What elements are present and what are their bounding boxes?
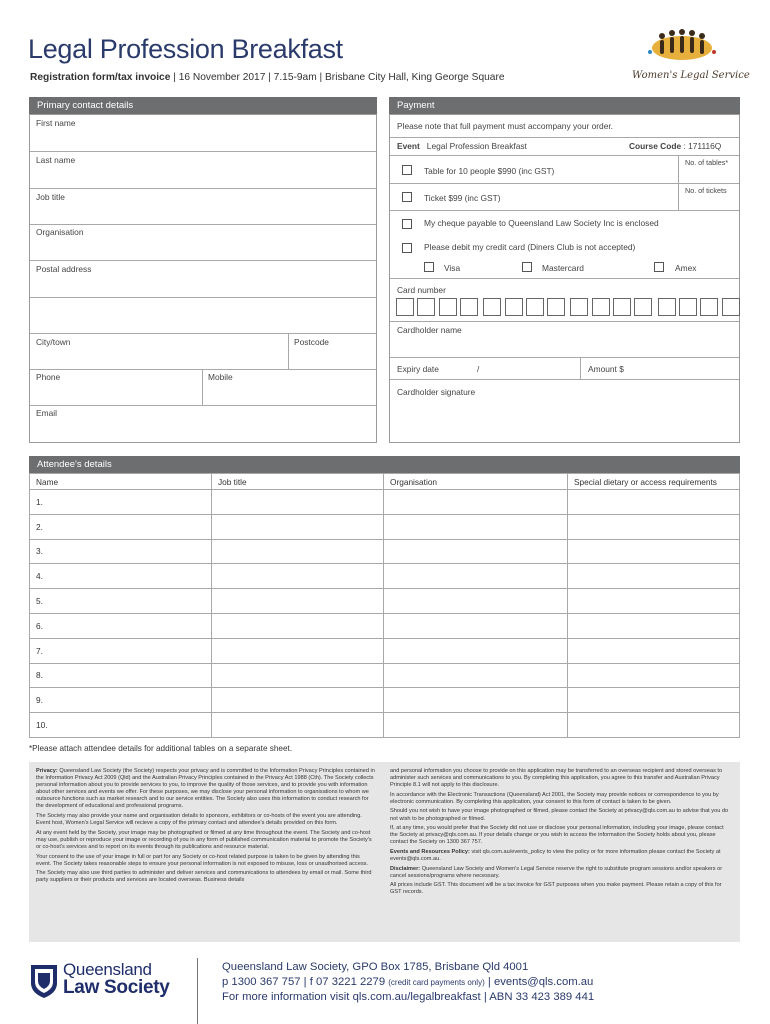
col-organisation: Organisation — [384, 474, 568, 490]
attendee-cell[interactable] — [568, 638, 740, 663]
field-divider — [30, 333, 376, 334]
attendee-cell[interactable] — [568, 688, 740, 713]
mastercard-checkbox[interactable] — [522, 262, 532, 272]
field-divider — [390, 357, 739, 358]
attendee-note: *Please attach attendee details for additional tables on a separate sheet. — [29, 744, 293, 753]
table-row — [30, 589, 740, 614]
event-subtitle — [30, 72, 505, 83]
primary-contact-panel — [29, 114, 377, 443]
attendees-body — [30, 490, 740, 738]
cheque-checkbox[interactable] — [402, 219, 412, 229]
field-divider — [390, 155, 739, 156]
attendee-cell[interactable] — [212, 663, 384, 688]
privacy-paragraph — [36, 830, 376, 851]
credit-card-label: Please debit my credit card (Diners Club is not accepted) — [424, 242, 636, 252]
wls-figures-icon — [628, 24, 746, 70]
phone-label: Phone — [36, 372, 61, 382]
footer-divider — [197, 958, 198, 1024]
attendee-number-cell[interactable]: 4. — [30, 564, 212, 589]
card-digit-box[interactable] — [547, 298, 565, 316]
privacy-paragraph — [390, 825, 730, 846]
privacy-paragraph — [36, 854, 376, 868]
table-row — [30, 613, 740, 638]
footer-card-note: (credit card payments only) — [388, 978, 485, 987]
email-label: Email — [36, 408, 57, 418]
card-number-label: Card number — [397, 285, 446, 295]
attendee-cell[interactable] — [568, 663, 740, 688]
card-digit-box[interactable] — [396, 298, 414, 316]
amex-label: Amex — [675, 263, 697, 273]
card-digit-box[interactable] — [700, 298, 718, 316]
card-digit-box[interactable] — [679, 298, 697, 316]
subtitle-details: | 16 November 2017 | 7.15-9am | Brisbane City Hall, King George Square — [170, 72, 505, 83]
privacy-paragraph-text: In accordance with the Electronic Transactions (Queensland) Act 2001, the Society may provide notices or correspondence to you by electronic communication. By completing this application, your consent to this form of contact is taken to be given. — [390, 791, 719, 805]
card-digit-box[interactable] — [505, 298, 523, 316]
footer-address: Queensland Law Society, GPO Box 1785, Brisbane Qld 4001 — [222, 961, 529, 973]
attendee-cell[interactable] — [212, 688, 384, 713]
card-digit-box[interactable] — [460, 298, 478, 316]
attendee-number-cell[interactable]: 1. — [30, 490, 212, 515]
privacy-paragraph-text: and personal information you choose to provide on this application may be transferred to an overseas recipient and stored overseas to administer such services and communications to you. By completing this application, you agree to this transfer and Australian Privacy Principle 8.1 will not apply to this disclosure. — [390, 768, 723, 789]
privacy-paragraph-text: Should you not wish to have your image photographed or filmed, please contact the Society at privacy@qls.com.au to advise that you do not wish to be photographed or filmed. — [390, 808, 729, 822]
attendees-heading: Attendee's details — [29, 456, 740, 473]
payment-panel — [389, 114, 740, 443]
card-digit-box[interactable] — [613, 298, 631, 316]
attendee-number-cell[interactable]: 3. — [30, 539, 212, 564]
field-divider — [30, 151, 376, 152]
footer-contact — [222, 960, 594, 1005]
attendee-cell[interactable] — [568, 713, 740, 738]
visa-label: Visa — [444, 263, 461, 273]
first-name-label: First name — [36, 118, 76, 128]
card-digit-box[interactable] — [526, 298, 544, 316]
footer-email[interactable]: | events@qls.com.au — [484, 976, 594, 988]
privacy-paragraph — [390, 866, 730, 880]
footer-phone: p 1300 367 757 | f 07 3221 2279 — [222, 976, 389, 988]
course-code — [629, 141, 721, 151]
attendee-number-cell[interactable]: 10. — [30, 713, 212, 738]
table-row — [30, 638, 740, 663]
privacy-paragraph — [36, 870, 376, 884]
amount-label: Amount $ — [588, 364, 624, 374]
ticket-option-checkbox[interactable] — [402, 192, 412, 202]
col-dietary: Special dietary or access requirements — [568, 474, 740, 490]
privacy-paragraph-text: At any event held by the Society, your image may be photographed or filmed at any time throughout the event. The Society and co-host may use, publish or reproduce your image or recording of you in any form of published communication material to promote the Society's or co-host's services and to report on its events through its publications and resource material. — [36, 829, 372, 850]
postcode-label: Postcode — [294, 337, 329, 347]
privacy-paragraph — [36, 768, 376, 811]
expiry-slash: / — [477, 364, 480, 374]
table-row — [30, 688, 740, 713]
attendee-cell[interactable] — [384, 589, 568, 614]
attendee-cell[interactable] — [568, 539, 740, 564]
attendee-cell[interactable] — [568, 613, 740, 638]
qls-logo-line1: Queensland — [63, 960, 152, 979]
col-job-title: Job title — [212, 474, 384, 490]
event-label: Event — [397, 141, 420, 151]
table-row — [30, 713, 740, 738]
privacy-paragraph-text: Queensland Law Society (the Society) respects your privacy and is committed to the Information Privacy Principles contained in the Information Privacy Act 2009 (Qld) and the Australian Privacy Principles contained in the Privacy Act 1988 (Cth). The Society collects personal information about you to provide services to you, to improve the quality of those services, and to provide you with information about other services and events we offer. For these purposes, we may disclose your personal information to organisations to whom we outsource functions such as market research and to our service entities. The Society also uses this information to conduct research for the development of educational and professional programs. — [36, 768, 375, 810]
event-row — [397, 141, 527, 151]
cheque-label: My cheque payable to Queensland Law Society Inc is enclosed — [424, 218, 659, 228]
privacy-paragraph-text: visit qls.com.au/events_policy to view the policy or for more information please contact the Society at events@qls.com.au. — [390, 848, 721, 863]
field-divider — [390, 137, 739, 138]
privacy-paragraph — [390, 849, 730, 863]
field-divider — [390, 321, 739, 322]
table-option-label: Table for 10 people $990 (inc GST) — [424, 166, 555, 176]
attendee-cell[interactable] — [568, 490, 740, 515]
attendee-cell[interactable] — [384, 514, 568, 539]
attendee-cell[interactable] — [212, 539, 384, 564]
attendee-cell[interactable] — [568, 514, 740, 539]
event-value: Legal Profession Breakfast — [426, 141, 527, 151]
mobile-label: Mobile — [208, 372, 233, 382]
attendee-cell[interactable] — [212, 490, 384, 515]
qls-logo-name — [63, 961, 170, 997]
attendee-cell[interactable] — [384, 713, 568, 738]
subtitle-bold: Registration form/tax invoice — [30, 72, 171, 83]
field-divider — [30, 260, 376, 261]
field-divider — [390, 210, 739, 211]
last-name-label: Last name — [36, 155, 76, 165]
privacy-paragraph-text: If, at any time, you would prefer that the Society did not use or disclose your personal information, including your image, please contact the Society at privacy@qls.com.au. If your details change or you wish to access the information the Society holds about you, please contact the Society on 1300 367 757. — [390, 825, 724, 846]
attendees-table — [29, 473, 740, 738]
card-digit-box[interactable] — [483, 298, 501, 316]
table-row — [30, 539, 740, 564]
privacy-paragraph-text: The Society may also use third parties to administer and deliver services and communications to attendees by email or mail. Some third party suppliers or their products and services are located overseas. Business details — [36, 870, 372, 884]
attendee-cell[interactable] — [384, 688, 568, 713]
attendee-cell[interactable] — [384, 638, 568, 663]
attendee-cell[interactable] — [384, 539, 568, 564]
qls-crest-icon — [29, 963, 59, 999]
privacy-paragraph — [390, 792, 730, 806]
field-divider — [678, 155, 679, 183]
field-divider — [30, 369, 376, 370]
privacy-left-column — [36, 768, 376, 887]
privacy-paragraph — [390, 808, 730, 822]
attendee-cell[interactable] — [212, 613, 384, 638]
privacy-paragraph — [390, 882, 730, 896]
field-divider — [390, 278, 739, 279]
privacy-paragraph — [36, 813, 376, 827]
card-digit-box[interactable] — [417, 298, 435, 316]
field-divider — [580, 357, 581, 379]
qls-logo — [29, 960, 189, 1003]
table-row — [30, 564, 740, 589]
womens-legal-service-logo — [628, 24, 750, 86]
privacy-paragraph-text: All prices include GST. This document will be a tax invoice for GST purposes when you make payment. Please retain a copy of this for GST records. — [390, 882, 722, 896]
organisation-label: Organisation — [36, 227, 84, 237]
attendee-cell[interactable] — [568, 589, 740, 614]
postal-address-label: Postal address — [36, 264, 92, 274]
ticket-option-label: Ticket $99 (inc GST) — [424, 193, 501, 203]
amex-checkbox[interactable] — [654, 262, 664, 272]
card-digit-box[interactable] — [634, 298, 652, 316]
attendee-number-cell[interactable]: 5. — [30, 589, 212, 614]
qls-logo-line2: Law Society — [63, 977, 170, 998]
attendee-cell[interactable] — [212, 713, 384, 738]
table-row — [30, 490, 740, 515]
card-digit-box[interactable] — [592, 298, 610, 316]
table-row — [30, 663, 740, 688]
privacy-paragraph-heading: Privacy: — [36, 768, 58, 774]
expiry-date-label: Expiry date — [397, 364, 439, 374]
attendee-number-cell[interactable]: 6. — [30, 613, 212, 638]
field-divider — [30, 188, 376, 189]
field-divider — [30, 297, 376, 298]
field-divider — [390, 379, 739, 380]
attendee-cell[interactable] — [212, 589, 384, 614]
attendee-number-cell[interactable]: 7. — [30, 638, 212, 663]
card-digit-box[interactable] — [570, 298, 588, 316]
card-digit-box[interactable] — [658, 298, 676, 316]
attendee-cell[interactable] — [384, 490, 568, 515]
field-divider — [678, 183, 679, 210]
page-title: Legal Profession Breakfast — [28, 34, 343, 64]
privacy-paragraph-heading: Disclaimer: — [390, 865, 421, 872]
attendee-cell[interactable] — [212, 638, 384, 663]
attendee-cell[interactable] — [212, 514, 384, 539]
privacy-paragraph — [390, 768, 730, 789]
table-row — [30, 514, 740, 539]
attendee-cell[interactable] — [568, 564, 740, 589]
field-divider — [288, 333, 289, 369]
attendee-number-cell[interactable]: 2. — [30, 514, 212, 539]
visa-checkbox[interactable] — [424, 262, 434, 272]
footer-more-info[interactable]: For more information visit qls.com.au/legalbreakfast | ABN 33 423 389 441 — [222, 991, 595, 1003]
table-option-checkbox[interactable] — [402, 165, 412, 175]
card-digit-box[interactable] — [722, 298, 740, 316]
field-divider — [30, 405, 376, 406]
cardholder-signature-label: Cardholder signature — [397, 387, 476, 397]
attendee-cell[interactable] — [212, 564, 384, 589]
footer-phone-line — [222, 975, 594, 990]
attendee-number-cell[interactable]: 9. — [30, 688, 212, 713]
course-label: Course Code — [629, 141, 682, 151]
privacy-paragraph-text: Queensland Law Society and Women's Legal Service reserve the right to substitute program sessions and/or speakers or cancel sessions/programs where necessary. — [390, 865, 723, 879]
attendee-cell[interactable] — [384, 613, 568, 638]
field-divider — [30, 224, 376, 225]
payment-note: Please note that full payment must accompany your order. — [397, 121, 614, 131]
city-label: City/town — [36, 337, 71, 347]
col-name: Name — [30, 474, 212, 490]
cardholder-name-label: Cardholder name — [397, 325, 462, 335]
mastercard-label: Mastercard — [542, 263, 584, 273]
privacy-right-column — [390, 768, 730, 899]
course-value: : 171116Q — [683, 141, 722, 151]
attendee-number-cell[interactable]: 8. — [30, 663, 212, 688]
payment-heading: Payment — [389, 97, 740, 114]
privacy-panel — [29, 762, 740, 942]
credit-card-checkbox[interactable] — [402, 243, 412, 253]
privacy-paragraph-text: Your consent to the use of your image in full or part for any Society or co-host related purpose is taken to be given by attending this event. The Society takes reasonable steps to ensure your personal information is not exposed to misuse, loss or unauthorised access. — [36, 853, 368, 867]
primary-contact-heading: Primary contact details — [29, 97, 377, 114]
privacy-paragraph-text: The Society may also provide your name and organisation details to sponsors, exhibitors or co-hosts of the event you are attending. Event host, Women's Legal Service will recieve a copy of the primary contact and attendee's details provided on this form. — [36, 813, 362, 827]
no-of-tickets-label: No. of tickets — [685, 186, 727, 195]
card-digit-box[interactable] — [439, 298, 457, 316]
no-of-tables-label: No. of tables* — [685, 158, 729, 167]
job-title-label: Job title — [36, 192, 65, 202]
wls-logo-text: Women's Legal Service — [632, 70, 750, 81]
attendee-cell[interactable] — [384, 564, 568, 589]
privacy-paragraph-heading: Events and Resources Policy: — [390, 848, 470, 855]
field-divider — [202, 369, 203, 405]
attendee-cell[interactable] — [384, 663, 568, 688]
field-divider — [390, 183, 739, 184]
